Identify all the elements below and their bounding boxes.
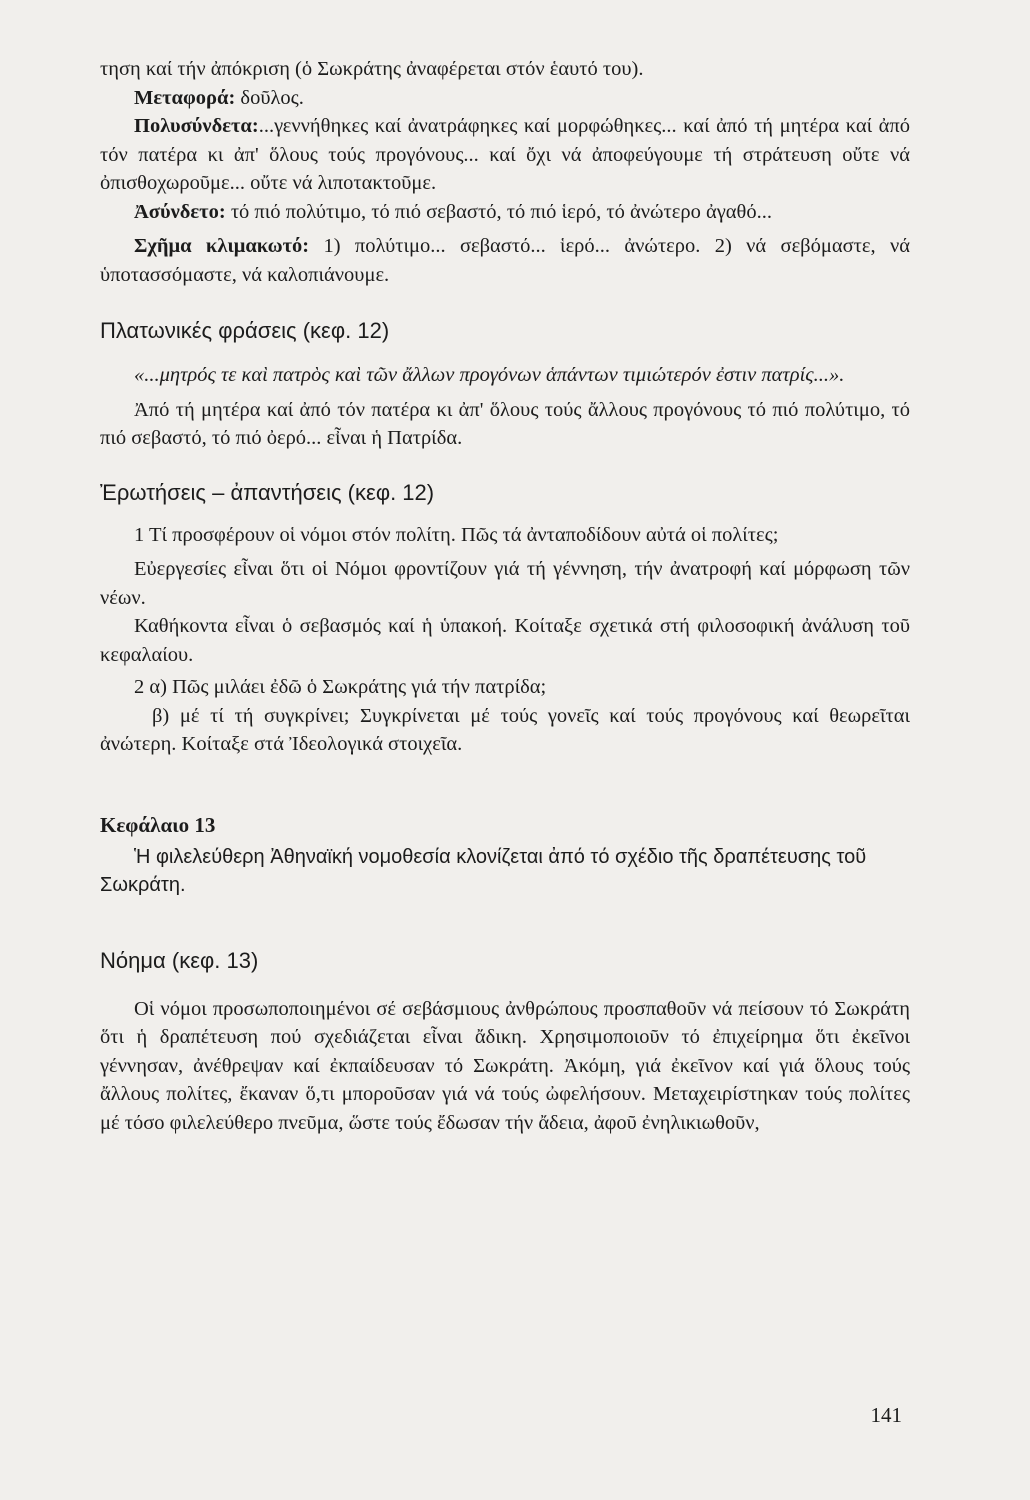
page-number: 141 <box>870 1403 902 1427</box>
asyndeto-paragraph <box>100 198 910 227</box>
asyndeto-text: τό πιό πολύτιμο, τό πιό σεβαστό, τό πιό ἱερό, τό ἀνώτερο ἀγαθό... <box>225 200 772 223</box>
chapter-subtitle: Ἡ φιλελεύθερη Ἀθηναϊκή νομοθεσία κλονίζεται ἀπό τό σχέδιο τῆς δραπέτευσης τοῦ Σωκράτη. <box>100 845 867 896</box>
platonic-translation: Ἀπό τή μητέρα καί ἀπό τόν πατέρα κι ἀπ' ὅλους τούς ἄλλους προγόνους τό πιό πολύτιμο, τό πιό σεβαστό, τό πιό ὀερό... εἶναι ἡ Πατρίδα. <box>100 398 910 449</box>
klimax-label: Σχῆμα κλιμακωτό: <box>134 235 310 257</box>
metafora-label: Μεταφορά: <box>134 86 236 109</box>
answer-1b: Καθήκοντα εἶναι ὁ σεβασμός καί ἡ ὑπακοή. Κοίταξε σχετικά στή φιλοσοφική ἀνάλυση τοῦ κεφαλαίου. <box>100 615 910 666</box>
question-2a: 2 α) Πῶς μιλάει ἐδῶ ὁ Σωκράτης γιά τήν πατρίδα; <box>134 676 547 698</box>
noima-heading: Νόημα (κεφ. 13) <box>100 947 259 973</box>
intro-line: τηση καί τήν ἀπόκριση (ὁ Σωκράτης ἀναφέρεται στόν ἑαυτό του). <box>100 58 644 80</box>
polysyndeto-text: ...γεννήθηκες καί ἀνατράφηκες καί μορφώθηκες... καί ἀπό τή μητέρα καί ἀπό τόν πατέρα κι ἀπ' ὅλους τούς προγόνους... καί ὄχι νά ἀποφεύγουμε τή στράτευση οὔτε νά ὀπισθοχωροῦμε... οὔτε νά λιποτακτοῦμε. <box>100 115 910 194</box>
metafora-paragraph <box>100 84 910 113</box>
noima-text: Οἱ νόμοι προσωποποιημένοι σέ σεβάσμιους ἀνθρώπους προσπαθοῦν νά πείσουν τό Σωκράτη ὅτι ἡ δραπέτευση πού σχεδιάζεται εἶναι ἄδικη. Χρησιμοποιοῦν τό ἐπιχείρημα ὅτι ἐκεῖνοι γέννησαν, ἀνέθρεψαν καί ἐκπαίδευσαν τό Σωκράτη. Ἀκόμη, γιά ἐκεῖνον καί γιά ὅλους τούς ἄλλους πολίτες, ἔκαναν ὅ,τι μποροῦσαν γιά νά τούς ὠφελήσουν. Μεταχειρίστηκαν τούς πολίτες μέ τόσο φιλελεύθερο πνεῦμα, ὥστε τούς ἔδωσαν τήν ἄδεια, ἀφοῦ ἐνηλικιωθοῦν, <box>100 997 910 1134</box>
question-1: 1 Τί προσφέρουν οἱ νόμοι στόν πολίτη. Πῶς τά ἀνταποδίδουν αὐτά οἱ πολίτες; <box>134 523 779 546</box>
klimax-text: 1) πολύτιμο... σεβαστό... ἱερό... ἀνώτερο. 2) νά σεβόμαστε, νά ὑποτασσόμαστε, νά καλοπιάνουμε. <box>100 235 910 286</box>
platonic-quote: «...μητρός τε καὶ πατρὸς καὶ τῶν ἄλλων προγόνων ἁπάντων τιμιώτερόν ἐστιν πατρίς...». <box>134 364 845 386</box>
klimax-paragraph <box>100 232 910 289</box>
qa-heading: Ἐρωτήσεις – ἀπαντήσεις (κεφ. 12) <box>100 479 435 505</box>
metafora-text: δοῦλος. <box>235 86 304 109</box>
asyndeto-label: Ἀσύνδετο: <box>134 200 226 223</box>
chapter-title: Κεφάλαιο 13 <box>100 812 216 837</box>
platonic-heading: Πλατωνικές φράσεις (κεφ. 12) <box>100 318 390 343</box>
question-2b: β) μέ τί τή συγκρίνει; Συγκρίνεται μέ τούς γονεῖς καί τούς προγόνους καί θεωρεῖται ἀνώτερη. Κοίταξε στά Ἰδεολογικά στοιχεῖα. <box>100 704 910 755</box>
answer-1a: Εὐεργεσίες εἶναι ὅτι οἱ Νόμοι φροντίζουν γιά τή γέννηση, τήν ἀνατροφή καί μόρφωση τῶν νέων. <box>100 558 910 609</box>
polysyndeto-paragraph <box>100 112 910 198</box>
polysyndeto-label: Πολυσύνδετα: <box>134 115 259 137</box>
